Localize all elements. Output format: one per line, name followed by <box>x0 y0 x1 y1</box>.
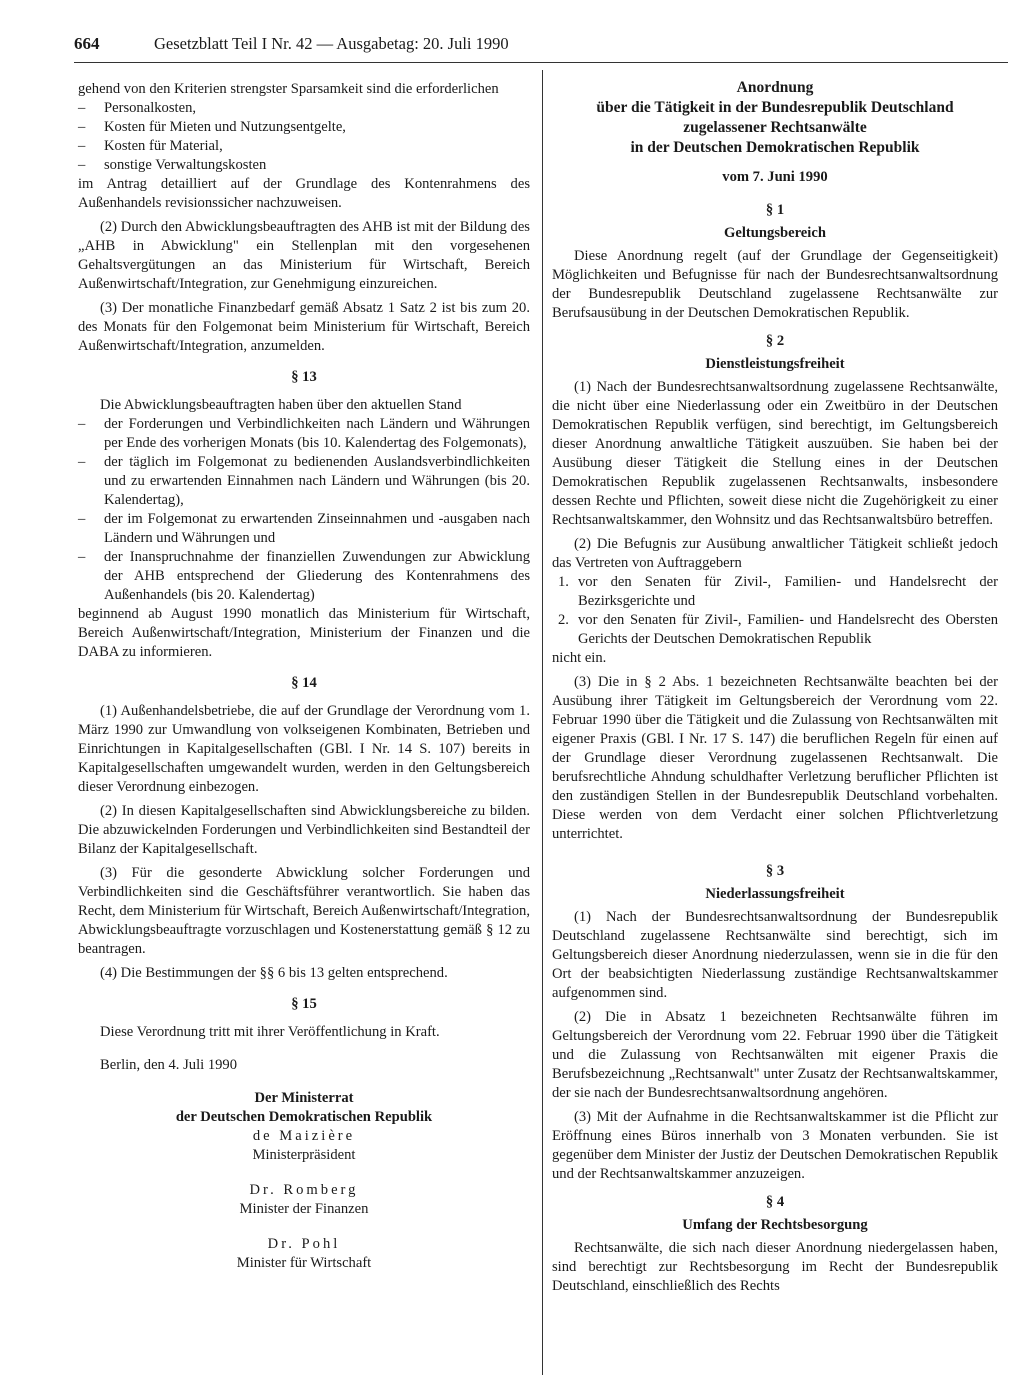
paragraph: (3) Die in § 2 Abs. 1 bezeichneten Rechtsanwälte beachten bei der Ausübung ihrer Tätigkeit im Geltungsbereich der Verordnung vom 22. Februar 1990 über die Tätigkeit und die Zulassung von Rechtsanwälten mit eigener Praxis (GBl. I Nr. 17 S. 147) die beruflichen Regeln für einen auf der Grundlage dieser Verordnung zugelassenen Rechtsanwalt. Die berufsrechtliche Ahndung schuldhafter Verletzung beruflicher Pflichten ist den zuständigen Stellen in der Bundesrepublik Deutschland vorbehalten. Diese werden von dem Verdacht einer solchen Pflichtverletzung unterrichtet. <box>552 674 998 842</box>
paragraph: im Antrag detailliert auf der Grundlage des Kontenrahmens des Außenhandels revisionssicher nachzuweisen. <box>78 176 530 211</box>
signatory-name: Dr. Pohl <box>267 1236 341 1252</box>
paragraph: (3) Mit der Aufnahme in die Rechtsanwaltskammer ist die Pflicht zur Eröffnung eines Büros innerhalb von 3 Monaten verbunden. Sie ist gegenüber dem Minister der Justiz der Deutschen Demokratischen Republik und der Rechtsanwaltskammer anzuzeigen. <box>552 1109 998 1182</box>
paragraph: beginnend ab August 1990 monatlich das Ministerium für Wirtschaft, Bereich Außenwirtschaft/Integration, Ministerium der Finanzen und die DABA zu informieren. <box>78 606 530 660</box>
list-item: – Personalkosten, <box>78 100 197 116</box>
signatory-organ: Der Ministerrat <box>254 1090 354 1106</box>
document-title: Anordnung <box>736 79 814 96</box>
paragraph: (1) Außenhandelsbetriebe, die auf der Grundlage der Verordnung vom 1. März 1990 zur Umwandlung von volkseigenen Kombinaten, Betrieben und Einrichtungen in Kapitalgesellschaften (GBl. I Nr. 14 S. 107) bereits in Kapitalgesellschaften umgewandelt wurden, werden in den Geltungsbereich dieser Verordnung einbezogen. <box>78 703 530 795</box>
list-item: – Kosten für Mieten und Nutzungsentgelte, <box>78 119 346 135</box>
signatory-organ: der Deutschen Demokratischen Republik <box>175 1109 433 1125</box>
paragraph: (3) Für die gesonderte Abwicklung solcher Forderungen und Verbindlichkeiten sind die Geschäftsführer verantwortlich. Sie haben das Recht, dem Ministerium für Wirtschaft, Bereich Außenwirtschaft/Integration, Abwicklungsbeauftragte vorzuschlagen und Kostenerstattung gemäß § 12 zu beantragen. <box>78 865 530 957</box>
running-title: Gesetzblatt Teil I Nr. 42 — Ausgabetag: 20. Juli 1990 <box>154 34 509 53</box>
section-heading: § 4 <box>765 1194 785 1210</box>
signatory-name: Dr. Romberg <box>249 1182 359 1198</box>
paragraph: (1) Nach der Bundesrechtsanwaltsordnung der Bundesrepublik Deutschland zugelassene Rechtsanwälte sind berechtigt, sich im Geltungsbereich dieser Anordnung niederzulassen, wenn sie in die für den Ort der beabsichtigten Niederlassung zuständige Rechtsanwaltskammer aufgenommen sind. <box>552 909 998 1001</box>
paragraph: (1) Nach der Bundesrechtsanwaltsordnung zugelassene Rechtsanwälte, die nicht über eine Niederlassung oder ein Zweitbüro in der Deutschen Demokratischen Republik verfügen, sind berechtigt, im Geltungsbereich dieser Anordnung anwaltliche Tätigkeit auszuüben. Sie haben bei der Ausübung dieser Tätigkeit die Stellung eines in der Deutschen Demokratischen Republik zugelassenen Rechtsanwalts, insbesondere dessen Rechte und Pflichten, soweit diese nicht die Zugehörigkeit zu einer Rechtsanwaltskammer, den Wohnsitz und das Rechtsanwaltsbüro betreffen. <box>552 379 998 528</box>
section-heading: § 1 <box>765 202 785 218</box>
document-title: zugelassener Rechtsanwälte <box>683 119 867 136</box>
paragraph: (2) In diesen Kapitalgesellschaften sind Abwicklungsbereiche zu bilden. Die abzuwickelnden Forderungen und Verbindlichkeiten sind Bestandteil der Bilanz der Kapitalgesellschaft. <box>78 803 530 857</box>
paragraph: (2) Die in Absatz 1 bezeichneten Rechtsanwälte führen im Geltungsbereich der Verordnung vom 22. Februar 1990 über die Tätigkeit und die Zulassung von Rechtsanwälten mit eigener Praxis die Berufsbezeichnung „Rechtsanwalt" unter Zusatz der Rechtsanwaltskammer, der sie nach der Bundesrechtsanwaltsordnung angehören. <box>552 1009 998 1101</box>
signatory-title: Ministerpräsident <box>252 1147 356 1163</box>
signatory-title: Minister der Finanzen <box>239 1201 369 1217</box>
list-item: – der täglich im Folgemonat zu bedienenden Auslandsverbindlichkeiten und zu erwartenden Einnahmen nach Ländern und Währungen (bis 20. Kalendertag), <box>78 454 530 508</box>
page-number: 664 <box>74 34 100 53</box>
column-divider <box>542 70 543 1375</box>
section-heading: § 2 <box>765 333 785 349</box>
signature-block <box>78 1089 530 1273</box>
signatory-name: de Maizière <box>252 1128 356 1144</box>
list-item: 2. vor den Senaten für Zivil-, Familien- und Handelsrecht des Obersten Gerichts der Deutschen Demokratischen Republik <box>558 612 998 647</box>
paragraph: Diese Anordnung regelt (auf der Grundlage der Gegenseitigkeit) Möglichkeiten und Befugnisse für nach der Bundesrechtsanwaltsordnung der Bundesrepublik Deutschland zugelassene Rechtsanwälte zur Berufsausübung in der Deutschen Demokratischen Republik. <box>552 248 998 321</box>
paragraph: gehend von den Kriterien strengster Sparsamkeit sind die erforderlichen <box>78 81 499 97</box>
signatory-title: Minister für Wirtschaft <box>236 1255 372 1271</box>
left-column <box>78 80 530 1273</box>
header-rule <box>74 62 1008 63</box>
paragraph: (4) Die Bestimmungen der §§ 6 bis 13 gelten entsprechend. <box>100 965 448 981</box>
list-item: – der im Folgemonat zu erwartenden Zinseinnahmen und -ausgaben nach Ländern und Währungen und <box>78 511 530 546</box>
right-column <box>552 78 998 1296</box>
section-subheading: Umfang der Rechtsbesorgung <box>682 1217 868 1233</box>
paragraph: Rechtsanwälte, die sich nach dieser Anordnung niedergelassen haben, sind berechtigt zur Rechtsbesorgung im Recht der Bundesrepublik Deutschland, einschließlich des Rechts <box>552 1240 998 1294</box>
paragraph: Die Abwicklungsbeauftragten haben über den aktuellen Stand <box>100 397 462 413</box>
document-title: in der Deutschen Demokratischen Republik <box>630 139 920 156</box>
document-date: vom 7. Juni 1990 <box>722 169 828 185</box>
section-heading: § 15 <box>291 996 317 1012</box>
paragraph: nicht ein. <box>552 650 607 666</box>
document-title: über die Tätigkeit in der Bundesrepublik Deutschland <box>596 99 954 116</box>
place-date: Berlin, den 4. Juli 1990 <box>100 1057 238 1073</box>
section-subheading: Niederlassungsfreiheit <box>705 886 845 902</box>
section-heading: § 14 <box>291 675 317 691</box>
paragraph: (2) Die Befugnis zur Ausübung anwaltlicher Tätigkeit schließt jedoch das Vertreten von Auftraggebern <box>552 536 998 571</box>
list-item: – der Inanspruchnahme der finanziellen Zuwendungen zur Abwicklung der AHB entsprechend der Gliederung des Kontenrahmens des Außenhandels (bis 20. Kalendertag) <box>78 549 530 603</box>
section-heading: § 13 <box>291 369 317 385</box>
list-item: 1. vor den Senaten für Zivil-, Familien- und Handelsrecht der Bezirksgerichte und <box>558 574 998 609</box>
section-subheading: Dienstleistungsfreiheit <box>705 356 845 372</box>
paragraph: (3) Der monatliche Finanzbedarf gemäß Absatz 1 Satz 2 ist bis zum 20. des Monats für den Folgemonat beim Ministerium für Wirtschaft, Bereich Außenwirtschaft/Integration, anzumelden. <box>78 300 530 354</box>
list-item: – Kosten für Material, <box>78 138 223 154</box>
paragraph: (2) Durch den Abwicklungsbeauftragten des AHB ist mit der Bildung des „AHB in Abwicklung" ein Stellenplan mit den vorgesehenen Gehaltsvergütungen an das Ministerium für Wirtschaft, Bereich Außenwirtschaft/Integration, zur Genehmigung einzureichen. <box>78 219 530 292</box>
section-subheading: Geltungsbereich <box>724 225 826 241</box>
paragraph: Diese Verordnung tritt mit ihrer Veröffentlichung in Kraft. <box>100 1024 440 1040</box>
list-item: – der Forderungen und Verbindlichkeiten nach Ländern und Währungen per Ende des vorherigen Monats (bis 10. Kalendertag des Folgemonats), <box>78 416 530 451</box>
list-item: – sonstige Verwaltungskosten <box>78 157 267 173</box>
section-heading: § 3 <box>765 863 785 879</box>
page-header <box>74 34 534 58</box>
